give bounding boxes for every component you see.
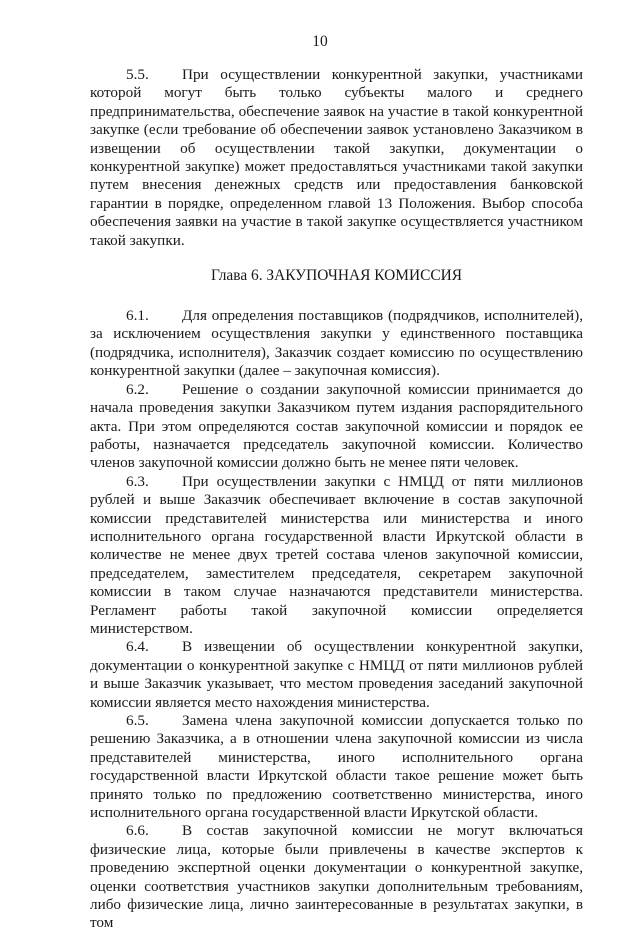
- paragraph-text: При осуществлении конкурентной закупки, участниками которой могут быть только субъекты малого и среднего предпринимательства, обеспечение заявок на участие в такой конкурентной закупке (если требование об обеспечении заявок установлено Заказчиком в извещении об осуществлении такой закупки, документации о конкурентной закупке) может предоставляться участниками такой закупки путем внесения денежных средств или предоставления банковской гарантии в порядке, определенном главой 13 Положения. Выбор способа обеспечения заявки на участие в такой закупке осуществляется участником такой закупки.: [90, 66, 583, 249]
- paragraph-6-3: [90, 473, 583, 639]
- paragraph-6-4: [90, 638, 583, 712]
- paragraph-number: 5.5.: [126, 66, 149, 83]
- paragraph-number: 6.2.: [126, 380, 149, 398]
- paragraph-6-5: [90, 712, 583, 822]
- paragraph-text: Решение о создании закупочной комиссии принимается до начала проведения закупки Заказчиком путем издания распорядительного акта. При этом определяются состав закупочной комиссии и порядок ее работы, назначается председатель закупочной комиссии. Количество членов закупочной комиссии должно быть не менее пяти человек.: [90, 380, 583, 472]
- page-number: 10: [312, 33, 328, 50]
- paragraph-number: 6.5.: [126, 712, 149, 729]
- paragraph-6-1: [90, 307, 583, 381]
- paragraph-text: Для определения поставщиков (подрядчиков, исполнителей), за исключением осуществления закупки у единственного поставщика (подрядчика, исполнителя), Заказчик создает комиссию по осуществлению конкурентной закупки (далее – закупочная комиссия).: [90, 307, 583, 380]
- paragraph-number: 6.6.: [126, 822, 149, 840]
- paragraph-text: В состав закупочной комиссии не могут включаться физические лица, которые были привлечены в качестве экспертов к проведению экспертной оценки документации о конкурентной закупке, оценки соответствия участников закупки дополнительным требованиям, либо физические лица, лично заинтересованные в результатах закупки, в том: [90, 822, 583, 932]
- paragraph-text: Замена члена закупочной комиссии допускается только по решению Заказчика, а в отношении члена закупочной комиссии из числа представителей министерства, иного исполнительного органа государственной власти Иркутской области такое решение может быть принято только по предложению соответственно министерства, иного исполнительного органа государственной власти Иркутской области.: [90, 712, 583, 822]
- paragraph-number: 6.1.: [126, 307, 149, 325]
- paragraph-text: При осуществлении закупки с НМЦД от пяти миллионов рублей и выше Заказчик обеспечивает включение в состав закупочной комиссии представителей министерства или министерства и иного исполнительного органа государственной власти Иркутской области в количестве не менее двух третей состава членов закупочной комиссии, председателем, заместителем председателя, секретарем закупочной комиссии в таком случае назначаются представители министерства. Регламент работы такой закупочной комиссии определяется министерством.: [90, 472, 583, 637]
- document-body: [90, 66, 583, 933]
- chapter-heading: Глава 6. ЗАКУПОЧНАЯ КОМИССИЯ: [211, 267, 462, 285]
- paragraph-6-2: [90, 381, 583, 473]
- paragraph-6-6: [90, 822, 583, 932]
- paragraph-number: 6.4.: [126, 638, 149, 656]
- paragraph-number: 6.3.: [126, 472, 149, 490]
- paragraph-5-5: [90, 66, 583, 250]
- paragraph-text: В извещении об осуществлении конкурентной закупки, документации о конкурентной закупке с НМЦД от пяти миллионов рублей и выше Заказчик указывает, что местом проведения заседаний закупочной комиссии является место нахождения министерства.: [90, 638, 583, 711]
